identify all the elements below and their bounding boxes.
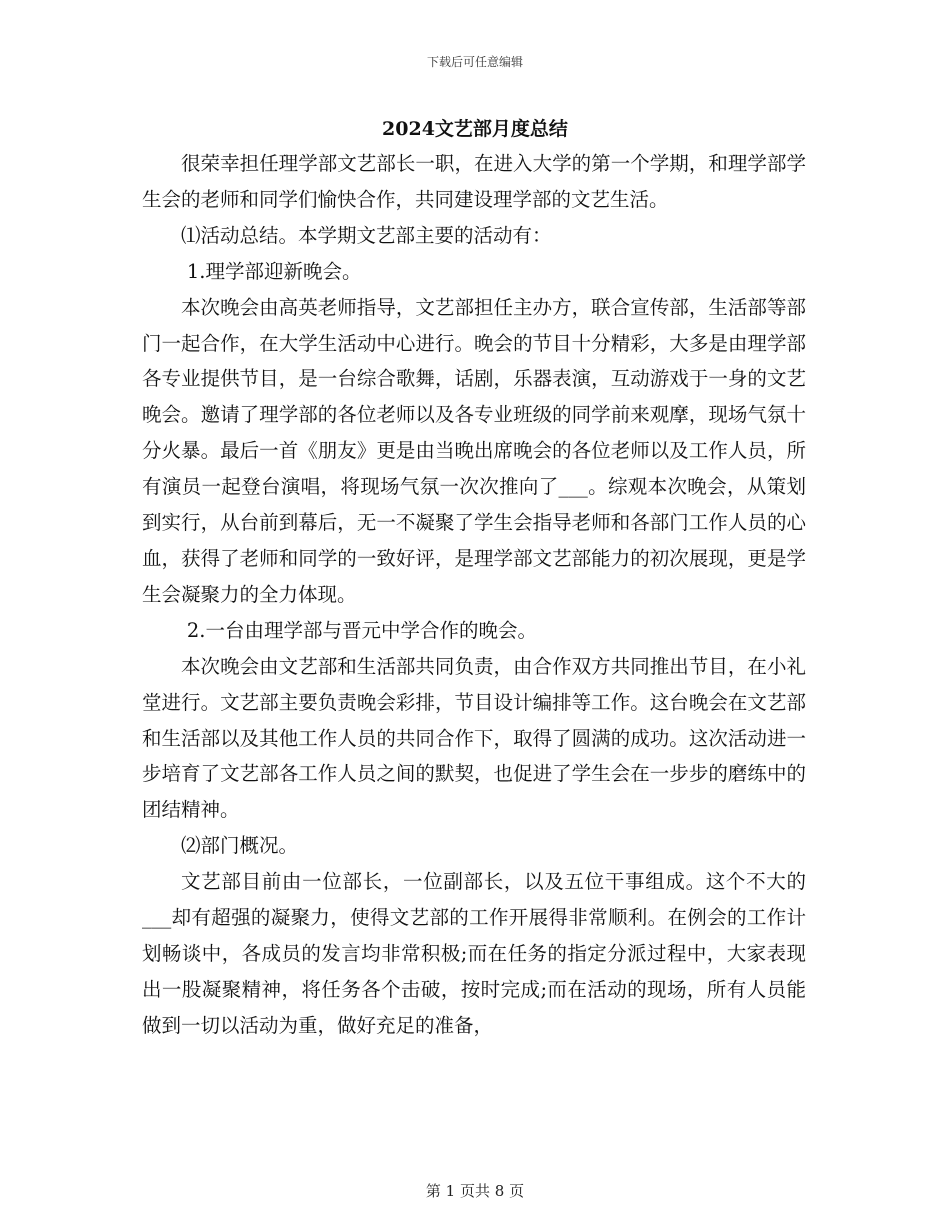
paragraph-section-1-heading: ⑴活动总结。本学期文艺部主要的活动有： — [181, 223, 552, 247]
paragraph-item-2-heading: 2.一台由理学部与晋元中学合作的晚会。 — [186, 618, 537, 642]
paragraph-section-2-body: 文艺部目前由一位部长，一位副部长，以及五位干事组成。这个不大的___却有超强的凝聚力，使得文艺部的工作开展得非常顺利。在例会的工作计划畅谈中，各成员的发言均非常积极;而在任务的指定分派过程中，大家表现出一股凝聚精神，将任务各个击破，按时完成;而在活动的现场，所有人员能做到一切以活动为重，做好充足的准备， — [142, 870, 806, 1037]
paragraph-item-1-heading: 1.理学部迎新晚会。 — [186, 259, 362, 283]
paragraph-section-2-heading: ⑵部门概况。 — [181, 834, 299, 858]
header-note: 下载后可任意编辑 — [426, 55, 523, 69]
document-body — [142, 146, 806, 1044]
document-title: 2024文艺部月度总结 — [382, 118, 568, 140]
paragraph-intro: 很荣幸担任理学部文艺部长一职，在进入大学的第一个学期，和理学部学生会的老师和同学们愉快合作，共同建设理学部的文艺生活。 — [142, 152, 806, 211]
paragraph-item-1-body: 本次晚会由高英老师指导，文艺部担任主办方，联合宣传部，生活部等部门一起合作，在大学生活动中心进行。晚会的节目十分精彩，大多是由理学部各专业提供节目，是一台综合歌舞，话剧，乐器表演，互动游戏于一身的文艺晚会。邀请了理学部的各位老师以及各专业班级的同学前来观摩，现场气氛十分火暴。最后一首《朋友》更是由当晚出席晚会的各位老师以及工作人员，所有演员一起登台演唱，将现场气氛一次次推向了___。综观本次晚会，从策划到实行，从台前到幕后，无一不凝聚了学生会指导老师和各部门工作人员的心血，获得了老师和同学的一致好评，是理学部文艺部能力的初次展现，更是学生会凝聚力的全力体现。 — [142, 295, 806, 606]
page-indicator: 第 1 页共 8 页 — [425, 1182, 525, 1200]
paragraph-item-2-body: 本次晚会由文艺部和生活部共同负责，由合作双方共同推出节目，在小礼堂进行。文艺部主要负责晚会彩排，节目设计编排等工作。这台晚会在文艺部和生活部以及其他工作人员的共同合作下，取得了圆满的成功。这次活动进一步培育了文艺部各工作人员之间的默契，也促进了学生会在一步步的磨练中的团结精神。 — [142, 654, 806, 822]
